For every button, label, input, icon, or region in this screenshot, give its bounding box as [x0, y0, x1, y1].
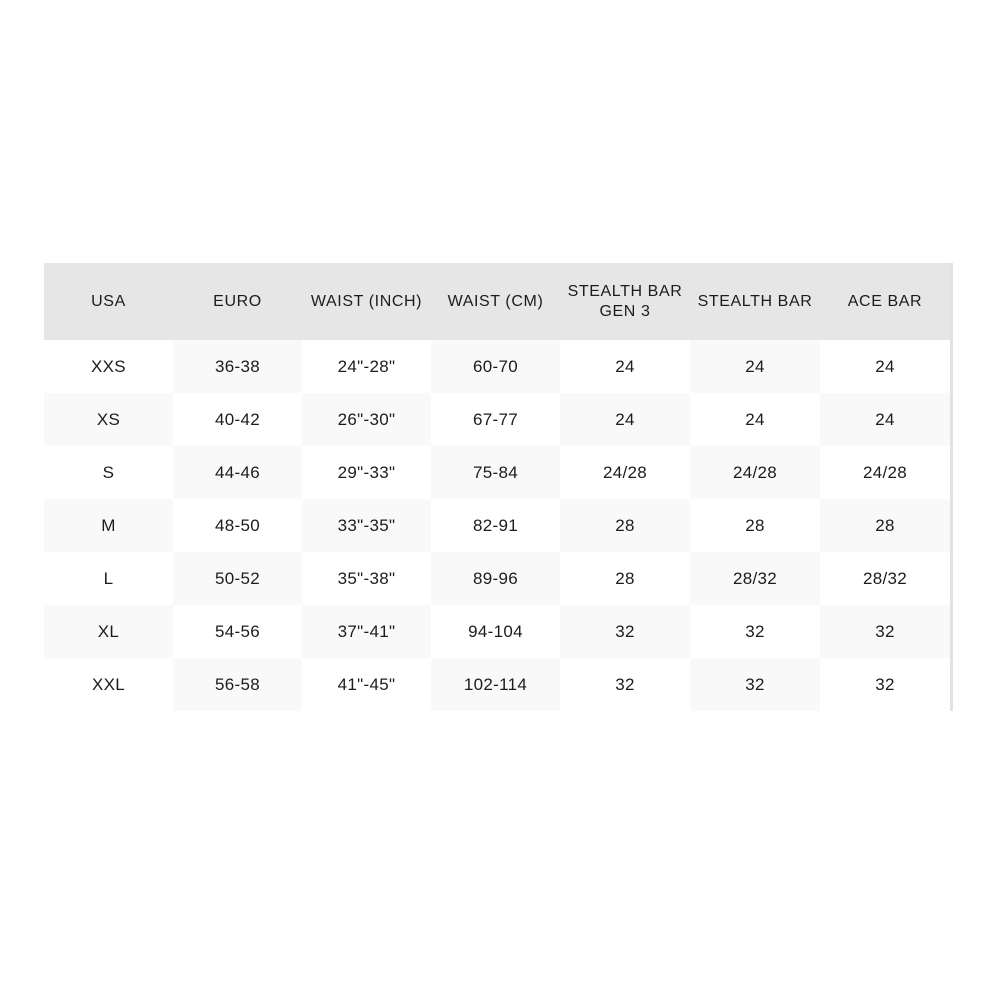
- cell-euro: 36-38: [173, 340, 302, 393]
- size-chart-table: [44, 263, 953, 711]
- cell-stealth-bar-gen3: 28: [560, 499, 690, 552]
- cell-waist-inch: 37"-41": [302, 605, 431, 658]
- cell-usa: M: [44, 499, 173, 552]
- cell-stealth-bar: 28/32: [690, 552, 820, 605]
- cell-ace-bar: 24: [820, 393, 950, 446]
- table-row: [44, 340, 950, 393]
- cell-usa: XXS: [91, 356, 126, 376]
- cell-stealth-bar-gen3: 28: [615, 568, 635, 588]
- table-row: [44, 658, 950, 711]
- cell-stealth-bar: 24: [690, 340, 820, 393]
- cell-usa: S: [102, 462, 115, 482]
- cell-waist-cm: 94-104: [468, 621, 523, 641]
- cell-euro: 48-50: [215, 515, 260, 535]
- cell-waist-cm: 60-70: [431, 340, 560, 393]
- cell-waist-inch: 33"-35": [302, 499, 431, 552]
- cell-waist-inch: 24"-28": [337, 356, 396, 376]
- cell-euro: 40-42: [215, 409, 260, 429]
- header-waist-inch: WAIST (INCH): [310, 292, 423, 310]
- cell-waist-cm: 75-84: [431, 446, 560, 499]
- cell-ace-bar: 24/28: [862, 462, 908, 482]
- cell-euro: 54-56: [215, 621, 260, 641]
- cell-stealth-bar-gen3: 32: [560, 605, 690, 658]
- table-row: [44, 393, 950, 446]
- cell-usa: L: [103, 568, 114, 588]
- cell-waist-cm: 102-114: [431, 658, 560, 711]
- cell-waist-cm: 67-77: [473, 409, 518, 429]
- size-chart-header-row: [44, 263, 950, 340]
- header-stealth-bar-gen3: STEALTH BAR GEN 3: [567, 282, 683, 320]
- cell-ace-bar: 28/32: [862, 568, 908, 588]
- cell-waist-cm: 89-96: [431, 552, 560, 605]
- header-waist-cm: WAIST (CM): [447, 292, 544, 310]
- header-stealth-bar: STEALTH BAR: [697, 292, 813, 310]
- cell-waist-inch: 26"-30": [302, 393, 431, 446]
- cell-stealth-bar: 24/28: [690, 446, 820, 499]
- cell-ace-bar: 28: [820, 499, 950, 552]
- cell-stealth-bar-gen3: 24: [560, 393, 690, 446]
- header-euro: EURO: [213, 292, 262, 310]
- table-row: [44, 446, 950, 499]
- table-row: [44, 499, 950, 552]
- header-ace-bar: ACE BAR: [847, 292, 923, 310]
- cell-stealth-bar: 32: [690, 658, 820, 711]
- table-row: [44, 552, 950, 605]
- cell-stealth-bar: 28: [745, 515, 765, 535]
- cell-usa: XXL: [91, 674, 126, 694]
- cell-ace-bar: 32: [875, 674, 895, 694]
- cell-euro: 56-58: [173, 658, 302, 711]
- cell-stealth-bar-gen3: 24/28: [602, 462, 648, 482]
- cell-euro: 50-52: [173, 552, 302, 605]
- cell-waist-inch: 41"-45": [337, 674, 396, 694]
- cell-stealth-bar: 32: [745, 621, 765, 641]
- cell-waist-inch: 29"-33": [337, 462, 396, 482]
- header-usa: USA: [91, 292, 126, 310]
- cell-stealth-bar-gen3: 32: [615, 674, 635, 694]
- cell-usa: XL: [44, 605, 173, 658]
- cell-usa: XS: [44, 393, 173, 446]
- cell-ace-bar: 32: [820, 605, 950, 658]
- cell-stealth-bar: 24: [745, 409, 765, 429]
- cell-waist-cm: 82-91: [473, 515, 518, 535]
- cell-ace-bar: 24: [875, 356, 895, 376]
- cell-waist-inch: 35"-38": [337, 568, 396, 588]
- cell-stealth-bar-gen3: 24: [615, 356, 635, 376]
- cell-euro: 44-46: [173, 446, 302, 499]
- table-row: [44, 605, 950, 658]
